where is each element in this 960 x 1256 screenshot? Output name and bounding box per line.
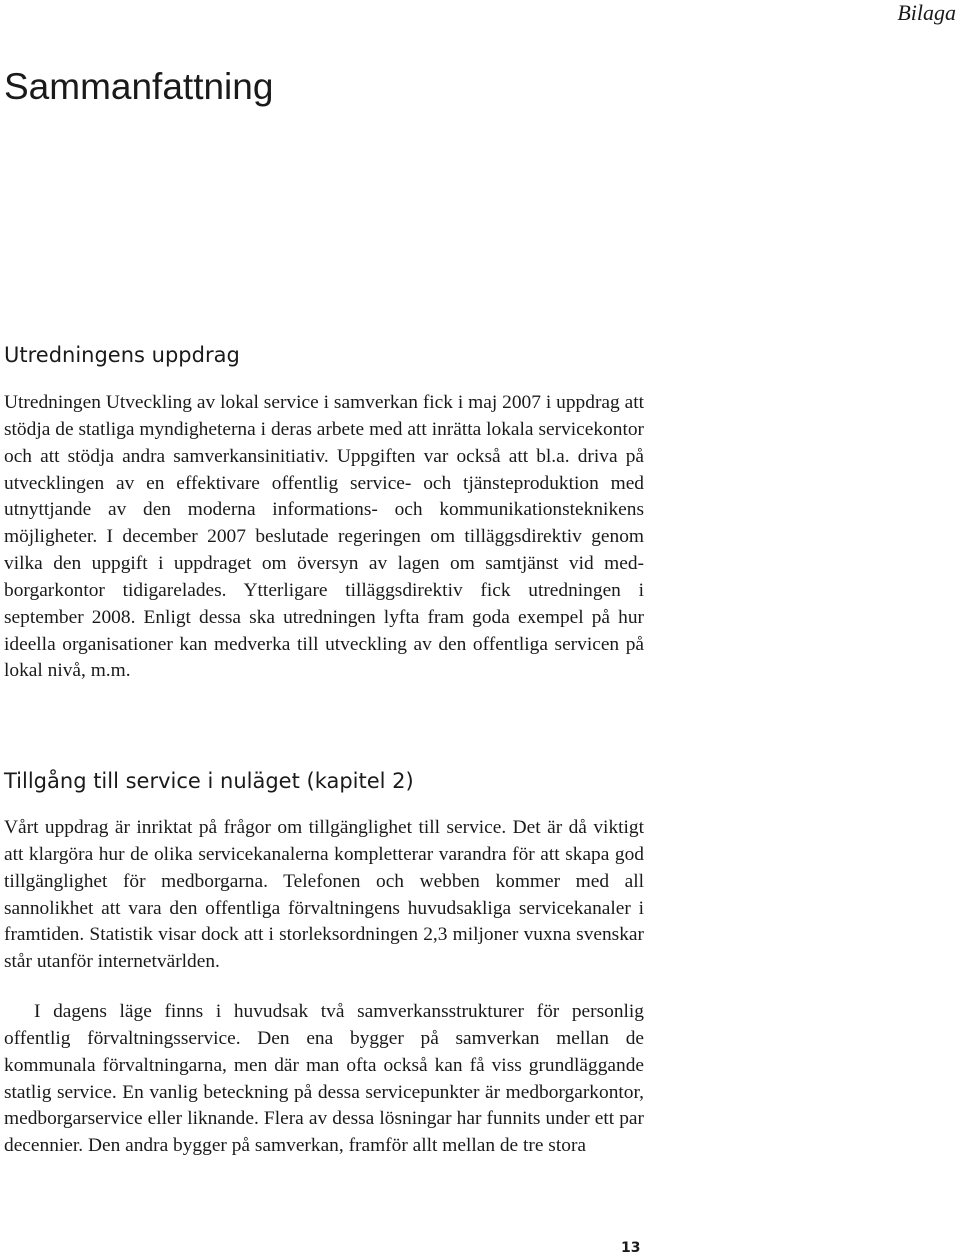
- page-title: Sammanfattning: [4, 66, 274, 107]
- body-paragraph: Utredningen Utveckling av lokal service i samverkan fick i maj 2007 i uppdrag att stödja de statliga myndigheterna i deras arbete med att inrätta lokala servicekontor och att stödja andra samverkansinitiativ. Uppgiften var också att bl.a. driva på utvecklingen av en effektivare offentlig service- och tjänsteproduktion med utnyttjande av den moderna informations- och kommunikationsteknikens möjligheter. I december 2007 beslutade regeringen om tilläggsdirektiv genom vilka den uppgift i uppdraget om översyn av lagen om samtjänst vid medborgarkontor tidigarelades. Ytterligare tilläggsdirektiv fick utredningen i september 2008. Enligt dessa ska utredningen lyfta fram goda exempel på hur ideella organisationer kan medverka till utveckling av den offentliga servicen på lokal nivå, m.m.: [4, 392, 644, 682]
- page-number: 13: [621, 1240, 641, 1256]
- section-heading-tillgang-till-service: Tillgång till service i nuläget (kapitel 2): [4, 769, 414, 793]
- section-heading-utredningens-uppdrag: Utredningens uppdrag: [4, 343, 240, 367]
- body-paragraph: I dagens läge finns i huvudsak två samverkansstrukturer för personlig offentlig förvaltningsservice. Den ena bygger på samverkan mellan de kommunala förvaltningarna, men där man ofta också kan få viss grundläggande statlig service. En vanlig beteckning på dessa servicepunkter är medborgarkontor, medborgarservice eller liknande. Flera av dessa lösningar har funnits under ett par decennier. Den andra bygger på samverkan, framför allt mellan de tre stora: [4, 1001, 644, 1157]
- body-paragraph: Vårt uppdrag är inriktat på frågor om tillgänglighet till service. Det är då viktigt att klargöra hur de olika servicekanalerna kompletterar varandra för att skapa god tillgänglighet för medborgarna. Telefonen och webben kommer med all sannolikhet att vara den offentliga förvaltningens huvudsakliga servicekanaler i framtiden. Statistik visar dock att i storleksordningen 2,3 miljoner vuxna svenskar står utanför internetvärlden.: [4, 817, 644, 973]
- running-header-label: Bilaga: [897, 0, 956, 25]
